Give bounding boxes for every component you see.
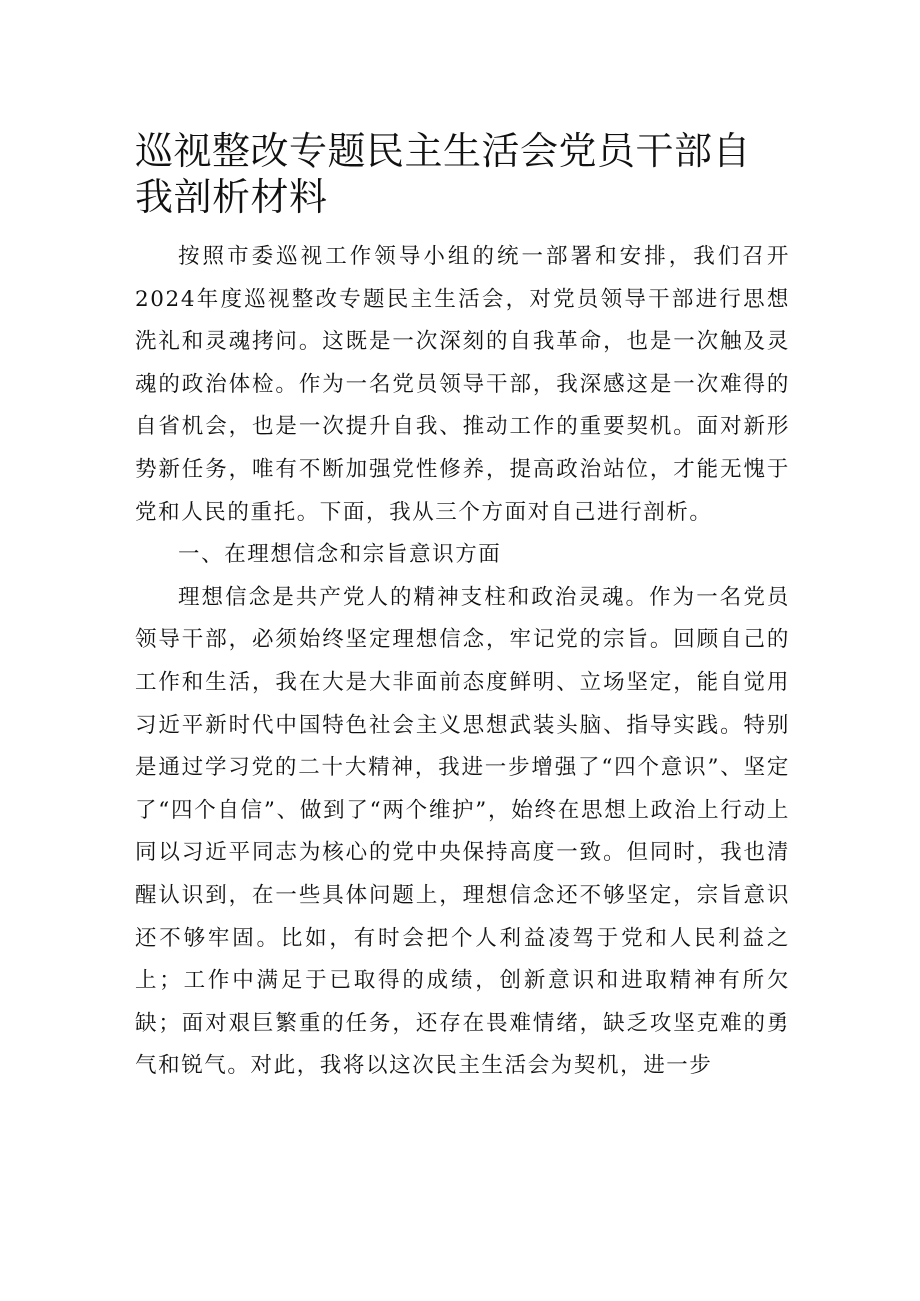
document-title: 巡视整改专题民主生活会党员干部自我剖析材料 [135, 129, 752, 219]
paragraph-section-1: 理想信念是共产党人的精神支柱和政治灵魂。作为一名党员领导干部，必须始终坚定理想信念，牢记党的宗旨。回顾自己的工作和生活，我在大是大非面前态度鲜明、立场坚定，能自觉用习近平新时代中国特色社会主义思想武装头脑、指导实践。特别是通过学习党的二十大精神，我进一步增强了“四个意识”、坚定了“四个自信”、做到了“两个维护”，始终在思想上政治上行动上同以习近平同志为核心的党中央保持高度一致。但同时，我也清醒认识到，在一些具体问题上，理想信念还不够坚定，宗旨意识还不够牢固。比如，有时会把个人利益凌驾于党和人民利益之上；工作中满足于已取得的成绩，创新意识和进取精神有所欠缺；面对艰巨繁重的任务，还存在畏难情绪，缺乏攻坚克难的勇气和锐气。对此，我将以这次民主生活会为契机，进一步 [135, 584, 790, 1079]
paragraph-intro: 按照市委巡视工作领导小组的统一部署和安排，我们召开2024年度巡视整改专题民主生活会，对党员领导干部进行思想洗礼和灵魂拷问。这既是一次深刻的自我革命，也是一次触及灵魂的政治体检。作为一名党员领导干部，我深感这是一次难得的自省机会，也是一次提升自我、推动工作的重要契机。面对新形势新任务，唯有不断加强党性修养，提高政治站位，才能无愧于党和人民的重托。下面，我从三个方面对自己进行剖析。 [135, 244, 790, 525]
section-heading-1: 一、在理想信念和宗旨意识方面 [178, 542, 502, 568]
document-body [135, 236, 790, 1088]
